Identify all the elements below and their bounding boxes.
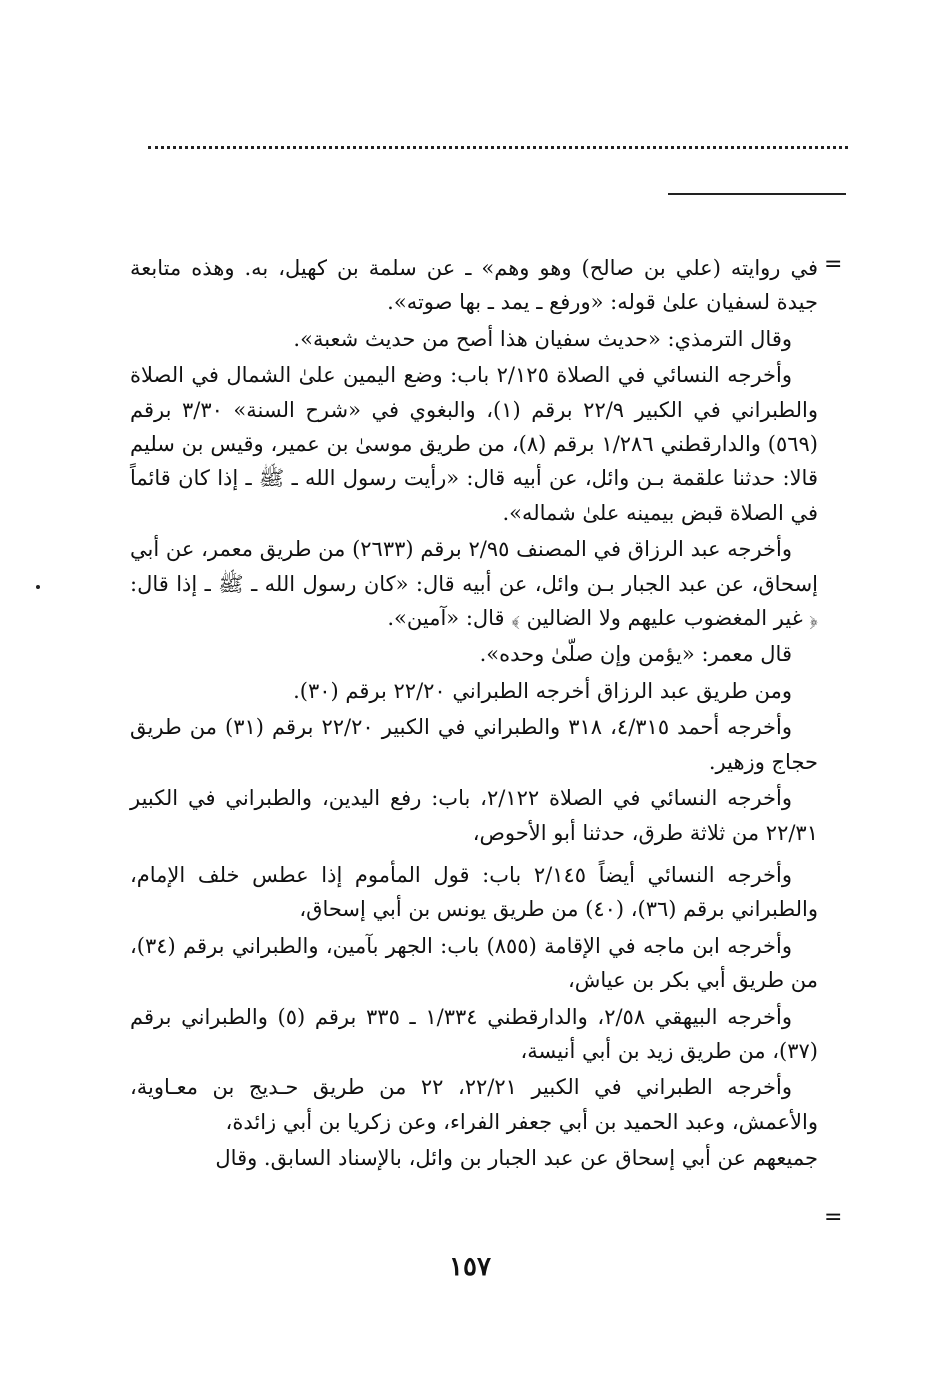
scan-speck	[36, 585, 40, 589]
paragraph: وأخرجه النسائي في الصلاة ٢/١٢٢، باب: رفع اليدين، والطبراني في الكبير ٢٢/٣١ من ثلاثة طرق، حدثنا أبو الأحوص،	[130, 786, 818, 845]
continuation-mark-top: =	[824, 252, 843, 277]
separator-dotted-line	[148, 146, 848, 149]
footnote-rule	[668, 193, 846, 195]
paragraph: جميعهم عن أبي إسحاق عن عبد الجبار بن وائل، بالإسناد السابق. وقال	[215, 1146, 818, 1171]
page-number: ١٥٧	[449, 1252, 491, 1282]
paragraph: وأخرجه عبد الرزاق في المصنف ٢/٩٥ برقم (٢٦٣٣) من طريق معمر، عن أبي إسحاق، عن عبد الجبار بـن وائل، عن أبيه قال: «كان رسول الله ـ ﷺ ـ إذا قال: ﴿ غير المغضوب عليهم ولا الضالين ﴾ قال: «آمين».	[130, 537, 818, 631]
footnote-text	[130, 251, 818, 1178]
continuation-mark-bottom: =	[824, 1205, 843, 1230]
paragraph: وأخرجه النسائي في الصلاة ٢/١٢٥ باب: وضع اليمين علىٰ الشمال في الصلاة والطبراني في الكبير ٢٢/٩ برقم (١)، والبغوي في «شرح السنة» ٣/٣٠ برقم (٥٦٩) والدارقطني ١/٢٨٦ برقم (٨)، من طريق موسىٰ بن عمير، وقيس بن سليم قالا: حدثنا علقمة بـن وائل، عن أبيه قال: «رأيت رسول الله ـ ﷺ ـ إذا كان قائماً في الصلاة قبض بيمينه علىٰ شماله».	[130, 363, 819, 525]
paragraph: وأخرجه الطبراني في الكبير ٢٢/٢١، ٢٢ من طريق حـديج بن معـاوية، والأعمش، وعبد الحميد بن أبي جعفر الفراء، وعن زكريا بن أبي زائدة،	[130, 1075, 818, 1134]
paragraph: وأخرجه أحمد ٤/٣١٥، ٣١٨ والطبراني في الكبير ٢٢/٢٠ برقم (٣١) من طريق حجاج وزهير.	[130, 715, 818, 774]
paragraph: ومن طريق عبد الرزاق أخرجه الطبراني ٢٢/٢٠ برقم (٣٠).	[293, 678, 792, 703]
paragraph: وقال الترمذي: «حديث سفيان هذا أصح من حديث شعبة».	[293, 326, 792, 351]
paragraph: في روايته (علي بن صالح) وهو وهم» ـ عن سلمة بن كهيل، به. وهذه متابعة جيدة لسفيان علىٰ قوله: «ورفع ـ يمد ـ بها صوته».	[130, 256, 818, 315]
paragraph: وأخرجه ابن ماجه في الإقامة (٨٥٥) باب: الجهر بآمين، والطبراني برقم (٣٤)، من طريق أبي بكر بن عياش،	[130, 933, 818, 993]
paragraph: وأخرجه البيهقي ٢/٥٨، والدارقطني ١/٣٣٤ ـ ٣٣٥ برقم (٥) والطبراني برقم (٣٧)، من طريق زيد بن أبي أنيسة،	[130, 1004, 818, 1063]
paragraph: قال معمر: «يؤمن وإن صلّىٰ وحده».	[479, 642, 792, 667]
paragraph: وأخرجه النسائي أيضاً ٢/١٤٥ باب: قول المأموم إذا عطس خلف الإمام، والطبراني برقم (٣٦)، (٤٠) من طريق يونس بن أبي إسحاق،	[130, 862, 818, 922]
